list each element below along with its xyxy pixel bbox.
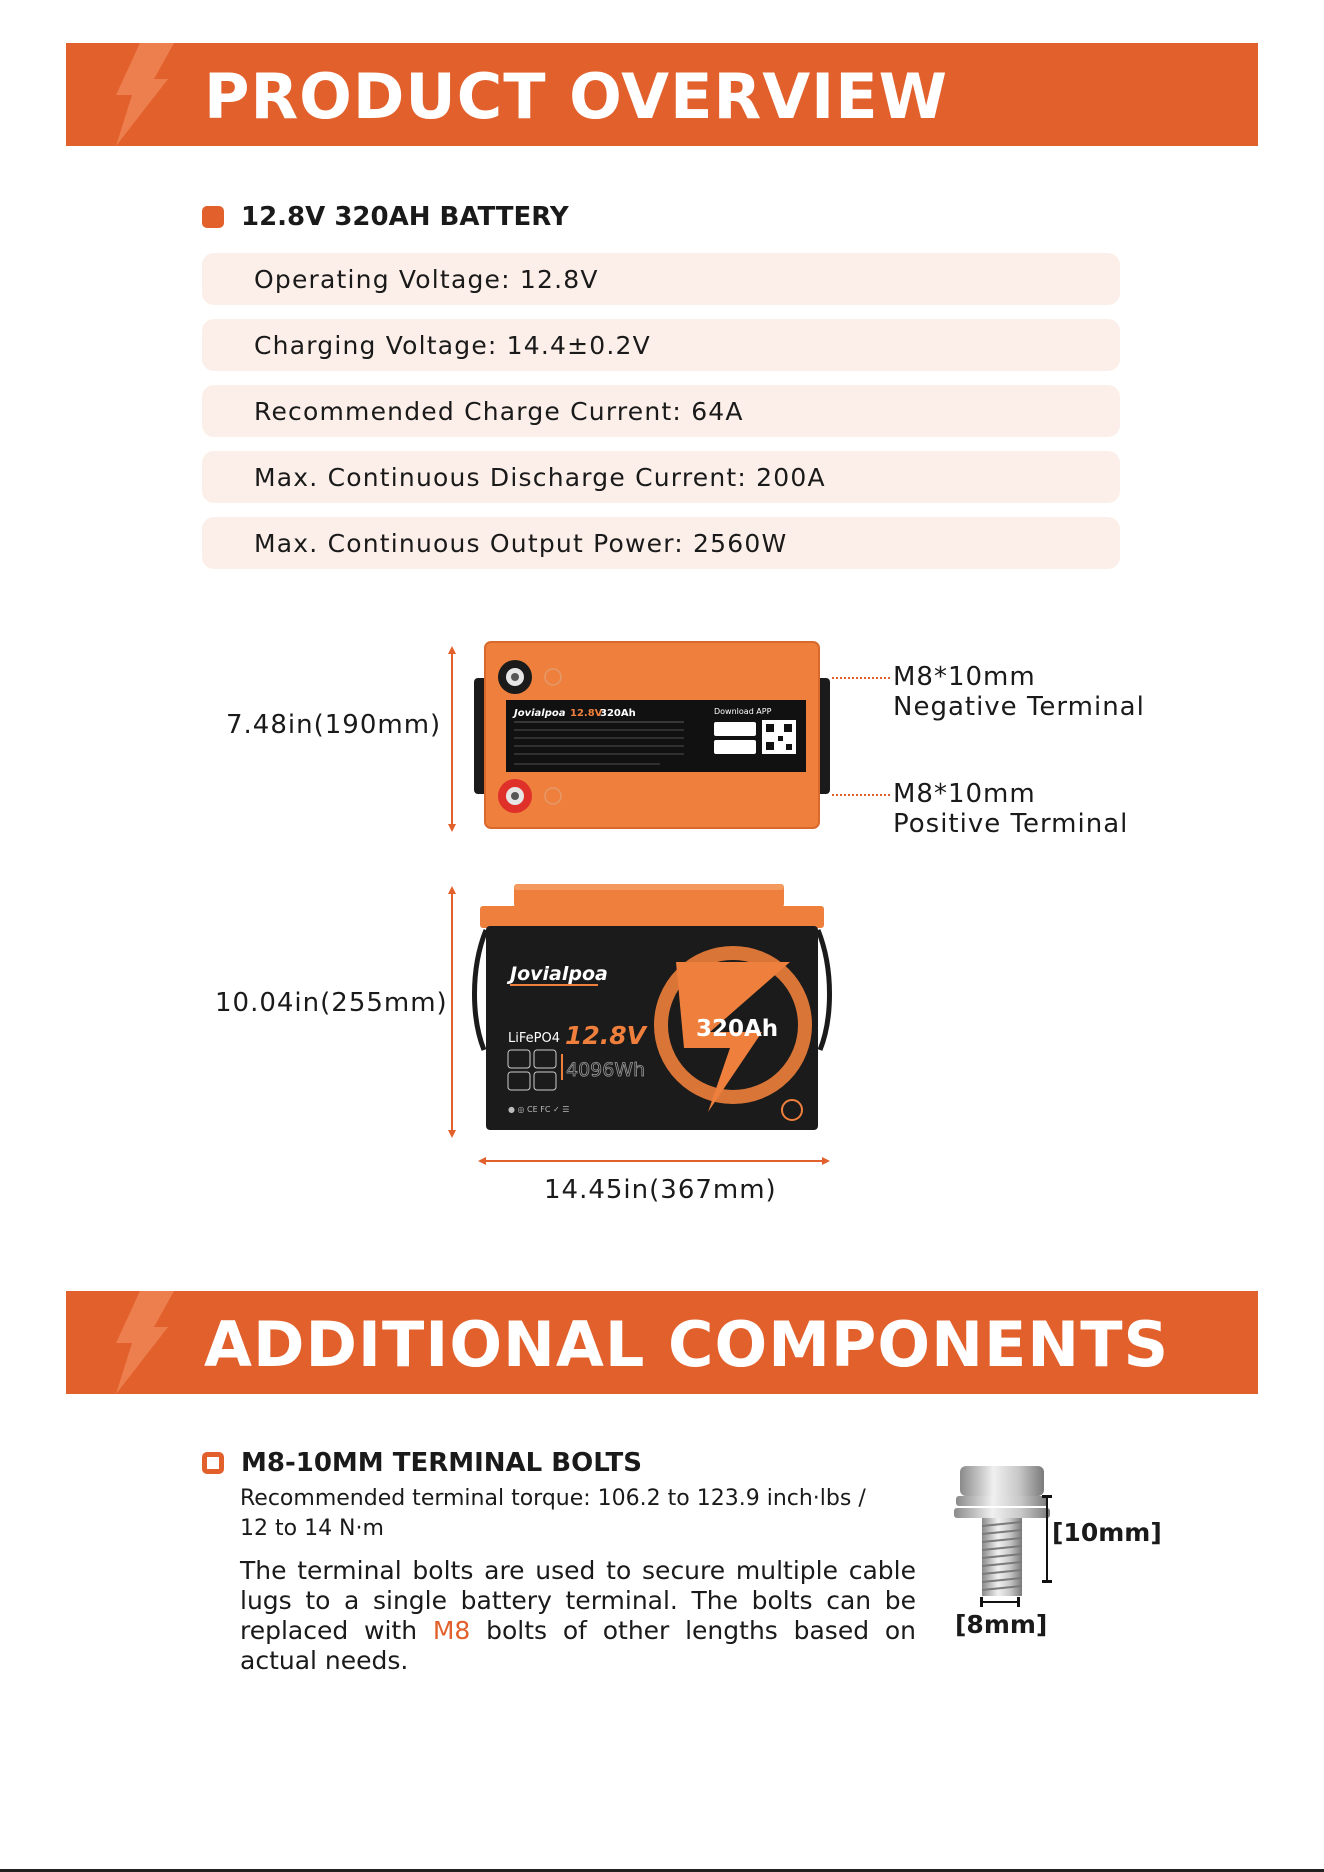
bolt-length-label: [10mm] bbox=[1052, 1518, 1162, 1547]
front-energy: 4096Wh bbox=[566, 1059, 646, 1081]
product-overview-banner bbox=[66, 43, 1258, 146]
battery-section-heading bbox=[202, 202, 569, 232]
bolt-diameter-label: [8mm] bbox=[955, 1610, 1048, 1639]
spec-row bbox=[202, 385, 1120, 437]
spec-text: Charging Voltage: 14.4±0.2V bbox=[254, 331, 651, 360]
front-chem: LiFePO4 bbox=[508, 1031, 560, 1046]
positive-leader-line bbox=[832, 794, 890, 796]
torque-line: Recommended terminal torque: 106.2 to 123.9 inch·lbs / bbox=[240, 1486, 866, 1511]
m8-highlight: M8 bbox=[432, 1616, 471, 1645]
height-label: 10.04in(255mm) bbox=[215, 988, 448, 1018]
positive-terminal-label bbox=[893, 779, 1128, 839]
bolt-description: The terminal bolts are used to secure multiple cable lugs to a single battery terminal. The bolts can be replaced with M8 bolts of other lengths based on actual needs. bbox=[240, 1556, 916, 1675]
top-label-voltage: 12.8V bbox=[570, 708, 603, 719]
torque-text bbox=[240, 1484, 916, 1544]
spec-row bbox=[202, 451, 1120, 503]
spec-text: Max. Continuous Discharge Current: 200A bbox=[254, 463, 826, 492]
top-label-capacity: 320Ah bbox=[600, 708, 636, 719]
svg-text:● ◎ CE FC ✓ ☰: ● ◎ CE FC ✓ ☰ bbox=[508, 1105, 570, 1114]
spec-text: Operating Voltage: 12.8V bbox=[254, 265, 599, 294]
top-label-brand: Jovialpoa bbox=[514, 708, 566, 719]
banner-title: PRODUCT OVERVIEW bbox=[204, 60, 948, 133]
negative-terminal-label bbox=[893, 662, 1145, 722]
front-brand: Jovialpoa bbox=[510, 963, 608, 985]
lightning-bolt-icon bbox=[102, 1291, 176, 1394]
negative-leader-line bbox=[832, 677, 890, 679]
negative-terminal-name: Negative Terminal bbox=[893, 692, 1145, 722]
front-voltage: 12.8V bbox=[565, 1021, 647, 1050]
battery-front-view bbox=[470, 880, 834, 1136]
front-capacity: 320Ah bbox=[696, 1016, 779, 1042]
section-marker bbox=[202, 206, 224, 228]
bolt-length-line bbox=[1046, 1497, 1048, 1581]
spec-text: Max. Continuous Output Power: 2560W bbox=[254, 529, 788, 558]
height-dimension-line bbox=[451, 892, 453, 1130]
width-label: 14.45in(367mm) bbox=[544, 1175, 777, 1205]
spec-row bbox=[202, 517, 1120, 569]
additional-components-banner bbox=[66, 1291, 1258, 1394]
banner-title: ADDITIONAL COMPONENTS bbox=[204, 1308, 1170, 1381]
negative-terminal-size: M8*10mm bbox=[893, 662, 1036, 692]
section-title: M8-10MM TERMINAL BOLTS bbox=[241, 1448, 642, 1478]
top-label-app: Download APP bbox=[714, 707, 772, 716]
width-dimension-line bbox=[484, 1160, 822, 1162]
bolt-diameter-line bbox=[982, 1601, 1018, 1603]
depth-label: 7.48in(190mm) bbox=[226, 710, 442, 740]
bolts-section-heading bbox=[202, 1448, 642, 1478]
section-title: 12.8V 320AH BATTERY bbox=[241, 202, 569, 232]
spec-text: Recommended Charge Current: 64A bbox=[254, 397, 744, 426]
battery-top-view bbox=[470, 638, 834, 832]
torque-line: 12 to 14 N·m bbox=[240, 1516, 384, 1541]
depth-dimension-line bbox=[451, 652, 453, 824]
positive-terminal-name: Positive Terminal bbox=[893, 809, 1129, 839]
lightning-bolt-icon bbox=[102, 43, 176, 146]
positive-terminal-size: M8*10mm bbox=[893, 779, 1036, 809]
section-marker bbox=[202, 1452, 224, 1474]
spec-row bbox=[202, 319, 1120, 371]
spec-row bbox=[202, 253, 1120, 305]
